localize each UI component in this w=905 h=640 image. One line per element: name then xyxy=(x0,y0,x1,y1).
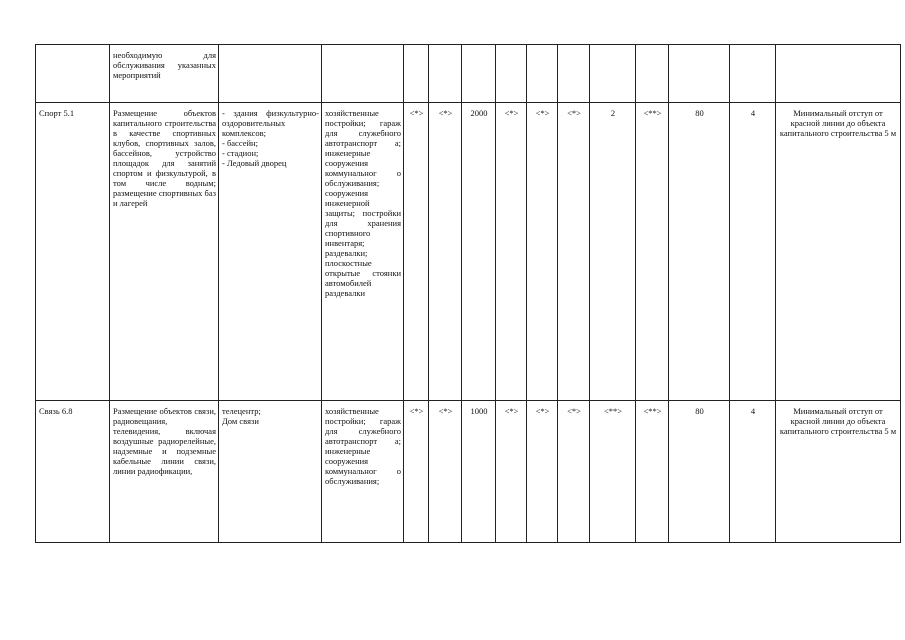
land-use-description-cell: необходимую для обслуживания указанных мероприятий xyxy=(110,45,219,103)
parameter-value-cell xyxy=(429,45,462,103)
parameter-value-cell: <**> xyxy=(636,103,669,401)
table-row xyxy=(36,103,901,401)
land-use-description-cell: Размещение объектов связи, радиовещания, телевидения, включая воздушные радиорелейные, надземные и подземные кабельные линии связи, линии радиофикации, xyxy=(110,401,219,543)
auxiliary-uses-cell xyxy=(322,45,404,103)
restriction-note-cell xyxy=(776,45,901,103)
parameter-value-cell: <*> xyxy=(558,401,590,543)
parameter-value-cell: <*> xyxy=(429,401,462,543)
auxiliary-uses-cell: хозяйственные постройки; гараж для служебного автотранспорт а; инженерные сооружения коммунальног о обслуживания; сооружения инженерной защиты; постройки для хранения спортивного инвентаря; раздевалки; плоскостные открытые стоянки автомобилей раздевалки xyxy=(322,103,404,401)
parameter-value-cell: <*> xyxy=(429,103,462,401)
parameter-value-cell xyxy=(636,45,669,103)
parameter-value-cell xyxy=(496,45,527,103)
parameter-value-cell: 4 xyxy=(730,401,776,543)
parameter-value-cell xyxy=(558,45,590,103)
parameter-value-cell: <**> xyxy=(636,401,669,543)
parameter-value-cell xyxy=(730,45,776,103)
parameter-value-cell: <*> xyxy=(527,103,558,401)
main-uses-cell xyxy=(219,45,322,103)
auxiliary-uses-cell: хозяйственные постройки; гараж для служебного автотранспорт а; инженерные сооружения коммунальног о обслуживания; xyxy=(322,401,404,543)
parameter-value-cell: <*> xyxy=(527,401,558,543)
main-uses-cell: - здания физкультурно-оздоровительных комплексов; - бассейн; - стадион; - Ледовый дворец xyxy=(219,103,322,401)
parameter-value-cell: <*> xyxy=(404,401,429,543)
table-row xyxy=(36,45,901,103)
main-uses-cell: телецентр; Дом связи xyxy=(219,401,322,543)
parameter-value-cell: <*> xyxy=(404,103,429,401)
land-use-code-cell: Спорт 5.1 xyxy=(36,103,110,401)
parameter-value-cell: 80 xyxy=(669,401,730,543)
parameter-value-cell: 1000 xyxy=(462,401,496,543)
parameter-value-cell xyxy=(404,45,429,103)
parameter-value-cell: <**> xyxy=(590,401,636,543)
parameter-value-cell xyxy=(590,45,636,103)
land-use-code-cell xyxy=(36,45,110,103)
parameter-value-cell: 80 xyxy=(669,103,730,401)
parameter-value-cell: 2000 xyxy=(462,103,496,401)
parameter-value-cell xyxy=(669,45,730,103)
parameter-value-cell: <*> xyxy=(496,103,527,401)
parameter-value-cell: 4 xyxy=(730,103,776,401)
restriction-note-cell: Минимальный отступ от красной линии до объекта капитального строительства 5 м xyxy=(776,103,901,401)
parameter-value-cell xyxy=(527,45,558,103)
land-use-description-cell: Размещение объектов капитального строительства в качестве спортивных клубов, спортивных залов, бассейнов, устройство площадок для занятий спортом и физкультурой, в том числе водным; размещение спортивных баз и лагерей xyxy=(110,103,219,401)
land-use-code-cell: Связь 6.8 xyxy=(36,401,110,543)
land-use-regulations-table xyxy=(35,44,901,543)
parameter-value-cell: 2 xyxy=(590,103,636,401)
parameter-value-cell xyxy=(462,45,496,103)
table-row xyxy=(36,401,901,543)
restriction-note-cell: Минимальный отступ от красной линии до объекта капитального строительства 5 м xyxy=(776,401,901,543)
parameter-value-cell: <*> xyxy=(558,103,590,401)
parameter-value-cell: <*> xyxy=(496,401,527,543)
